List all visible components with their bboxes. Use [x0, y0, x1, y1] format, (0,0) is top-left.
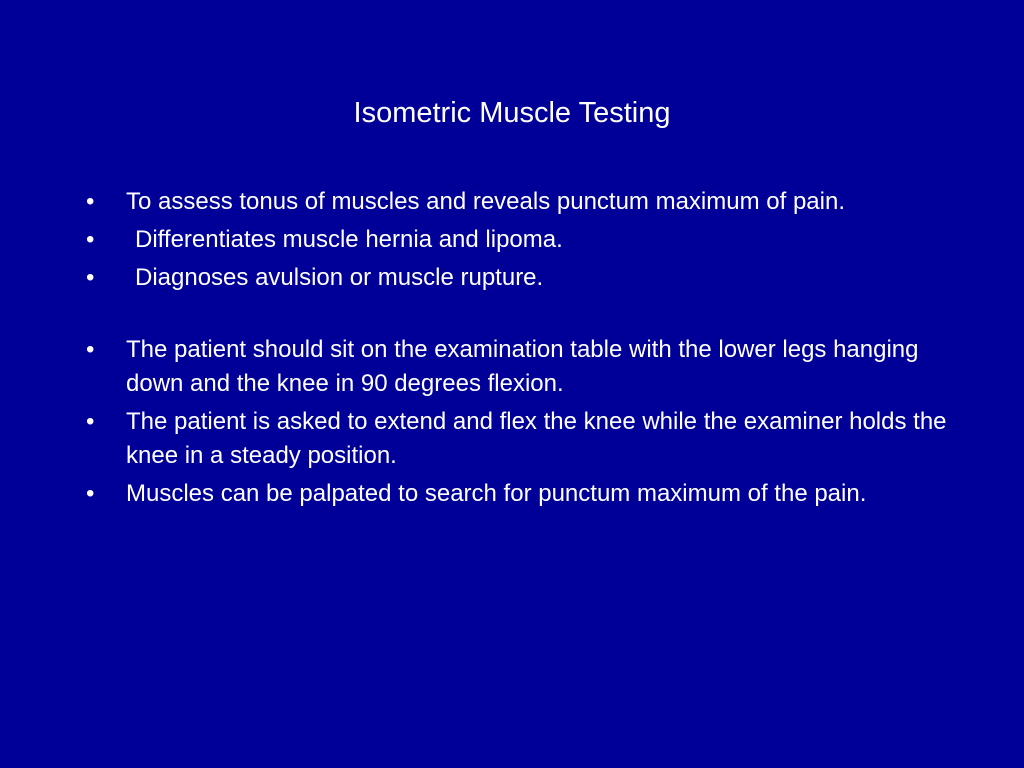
bullet-item	[86, 405, 966, 473]
bullet-list	[86, 185, 966, 515]
bullet-text: Differentiates muscle hernia and lipoma.	[135, 226, 563, 253]
bullet-icon: •	[86, 408, 95, 435]
bullet-item	[86, 185, 966, 219]
bullet-text: To assess tonus of muscles and reveals punctum maximum of pain.	[126, 188, 845, 215]
bullet-icon: •	[86, 264, 95, 291]
bullet-text: The patient is asked to extend and flex the knee while the examiner holds the knee in a steady position.	[126, 408, 947, 469]
bullet-icon: •	[86, 480, 95, 507]
bullet-text: The patient should sit on the examination table with the lower legs hanging down and the knee in 90 degrees flexion.	[126, 336, 919, 397]
bullet-item	[86, 261, 966, 295]
bullet-text: Diagnoses avulsion or muscle rupture.	[135, 264, 544, 291]
bullet-icon: •	[86, 226, 95, 253]
bullet-item	[86, 223, 966, 257]
slide-title: Isometric Muscle Testing	[353, 97, 671, 129]
bullet-text: Muscles can be palpated to search for punctum maximum of the pain.	[126, 480, 867, 507]
bullet-icon: •	[86, 336, 95, 363]
bullet-icon: •	[86, 188, 95, 215]
bullet-item	[86, 333, 966, 401]
bullet-item	[86, 477, 966, 511]
